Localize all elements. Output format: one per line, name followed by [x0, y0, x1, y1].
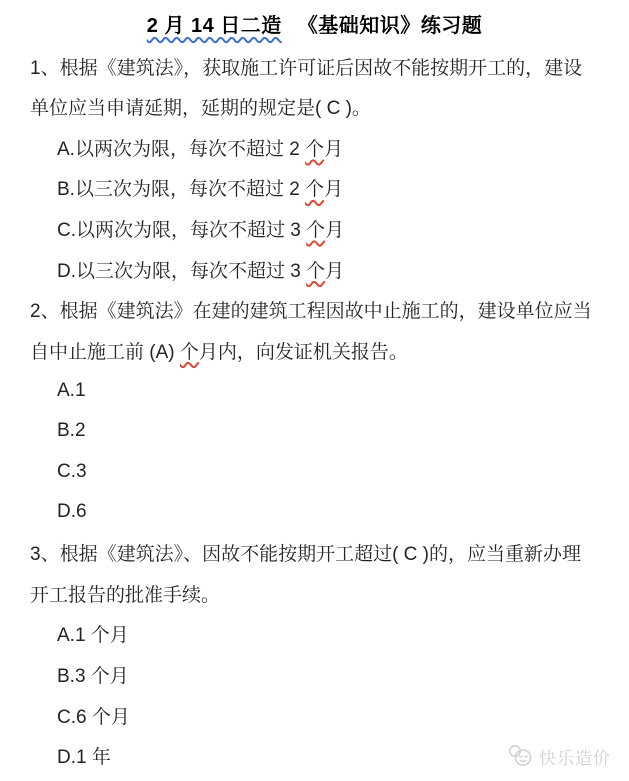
question-stem-line: 开工报告的批准手续。 [30, 584, 221, 606]
option-line: D.1 年 [57, 747, 111, 769]
option-line: C.3 [57, 460, 87, 482]
spellcheck-marked-text: 个 [305, 138, 325, 160]
spellcheck-marked-text: 个 [305, 179, 325, 201]
option-line: B.2 [57, 420, 86, 442]
spellcheck-marked-text: 个 [179, 341, 199, 363]
option-line: C.以两次为限，每次不超过 3 个 月 [0, 208, 629, 249]
option-line: B.3 个月 [57, 665, 129, 687]
option-line: D.6 [57, 501, 87, 523]
question-stem-line: 自中止施工前 (A) 个 月内，向发证机关报告。 [0, 330, 629, 371]
option-line: C.6 个月 [57, 706, 130, 728]
page-title [0, 0, 629, 46]
questions-list [0, 46, 629, 776]
title-date-part: 2 月 14 日二造 [146, 14, 282, 37]
question-stem-line: 单位应当申请延期，延期的规定是( C )。 [30, 98, 371, 120]
title-subject-part: 《基础知识》练习题 [297, 14, 483, 37]
question-stem-line: 1、根据《建筑法》，获取施工许可证后因故不能按期开工的，建设 [30, 57, 583, 79]
watermark-label: 快乐造价 [539, 748, 611, 768]
watermark-smiley-icon [507, 743, 533, 769]
question-stem-line: 3、根据《建筑法》、因故不能按期开工超过( C )的，应当重新办理 [30, 544, 582, 566]
option-line: D.以三次为限，每次不超过 3 个 月 [0, 249, 629, 290]
option-line: B.以三次为限，每次不超过 2 个 月 [0, 168, 629, 209]
spellcheck-marked-text: 个 [306, 260, 326, 282]
option-line: A.以两次为限，每次不超过 2 个 月 [0, 127, 629, 168]
question-stem-line: 2、根据《建筑法》在建的建筑工程因故中止施工的，建设单位应当 [30, 301, 592, 323]
option-line: A.1 [57, 379, 86, 401]
option-line: A.1 个月 [57, 625, 129, 647]
spellcheck-marked-text: 个 [306, 219, 326, 241]
watermark [507, 743, 611, 769]
